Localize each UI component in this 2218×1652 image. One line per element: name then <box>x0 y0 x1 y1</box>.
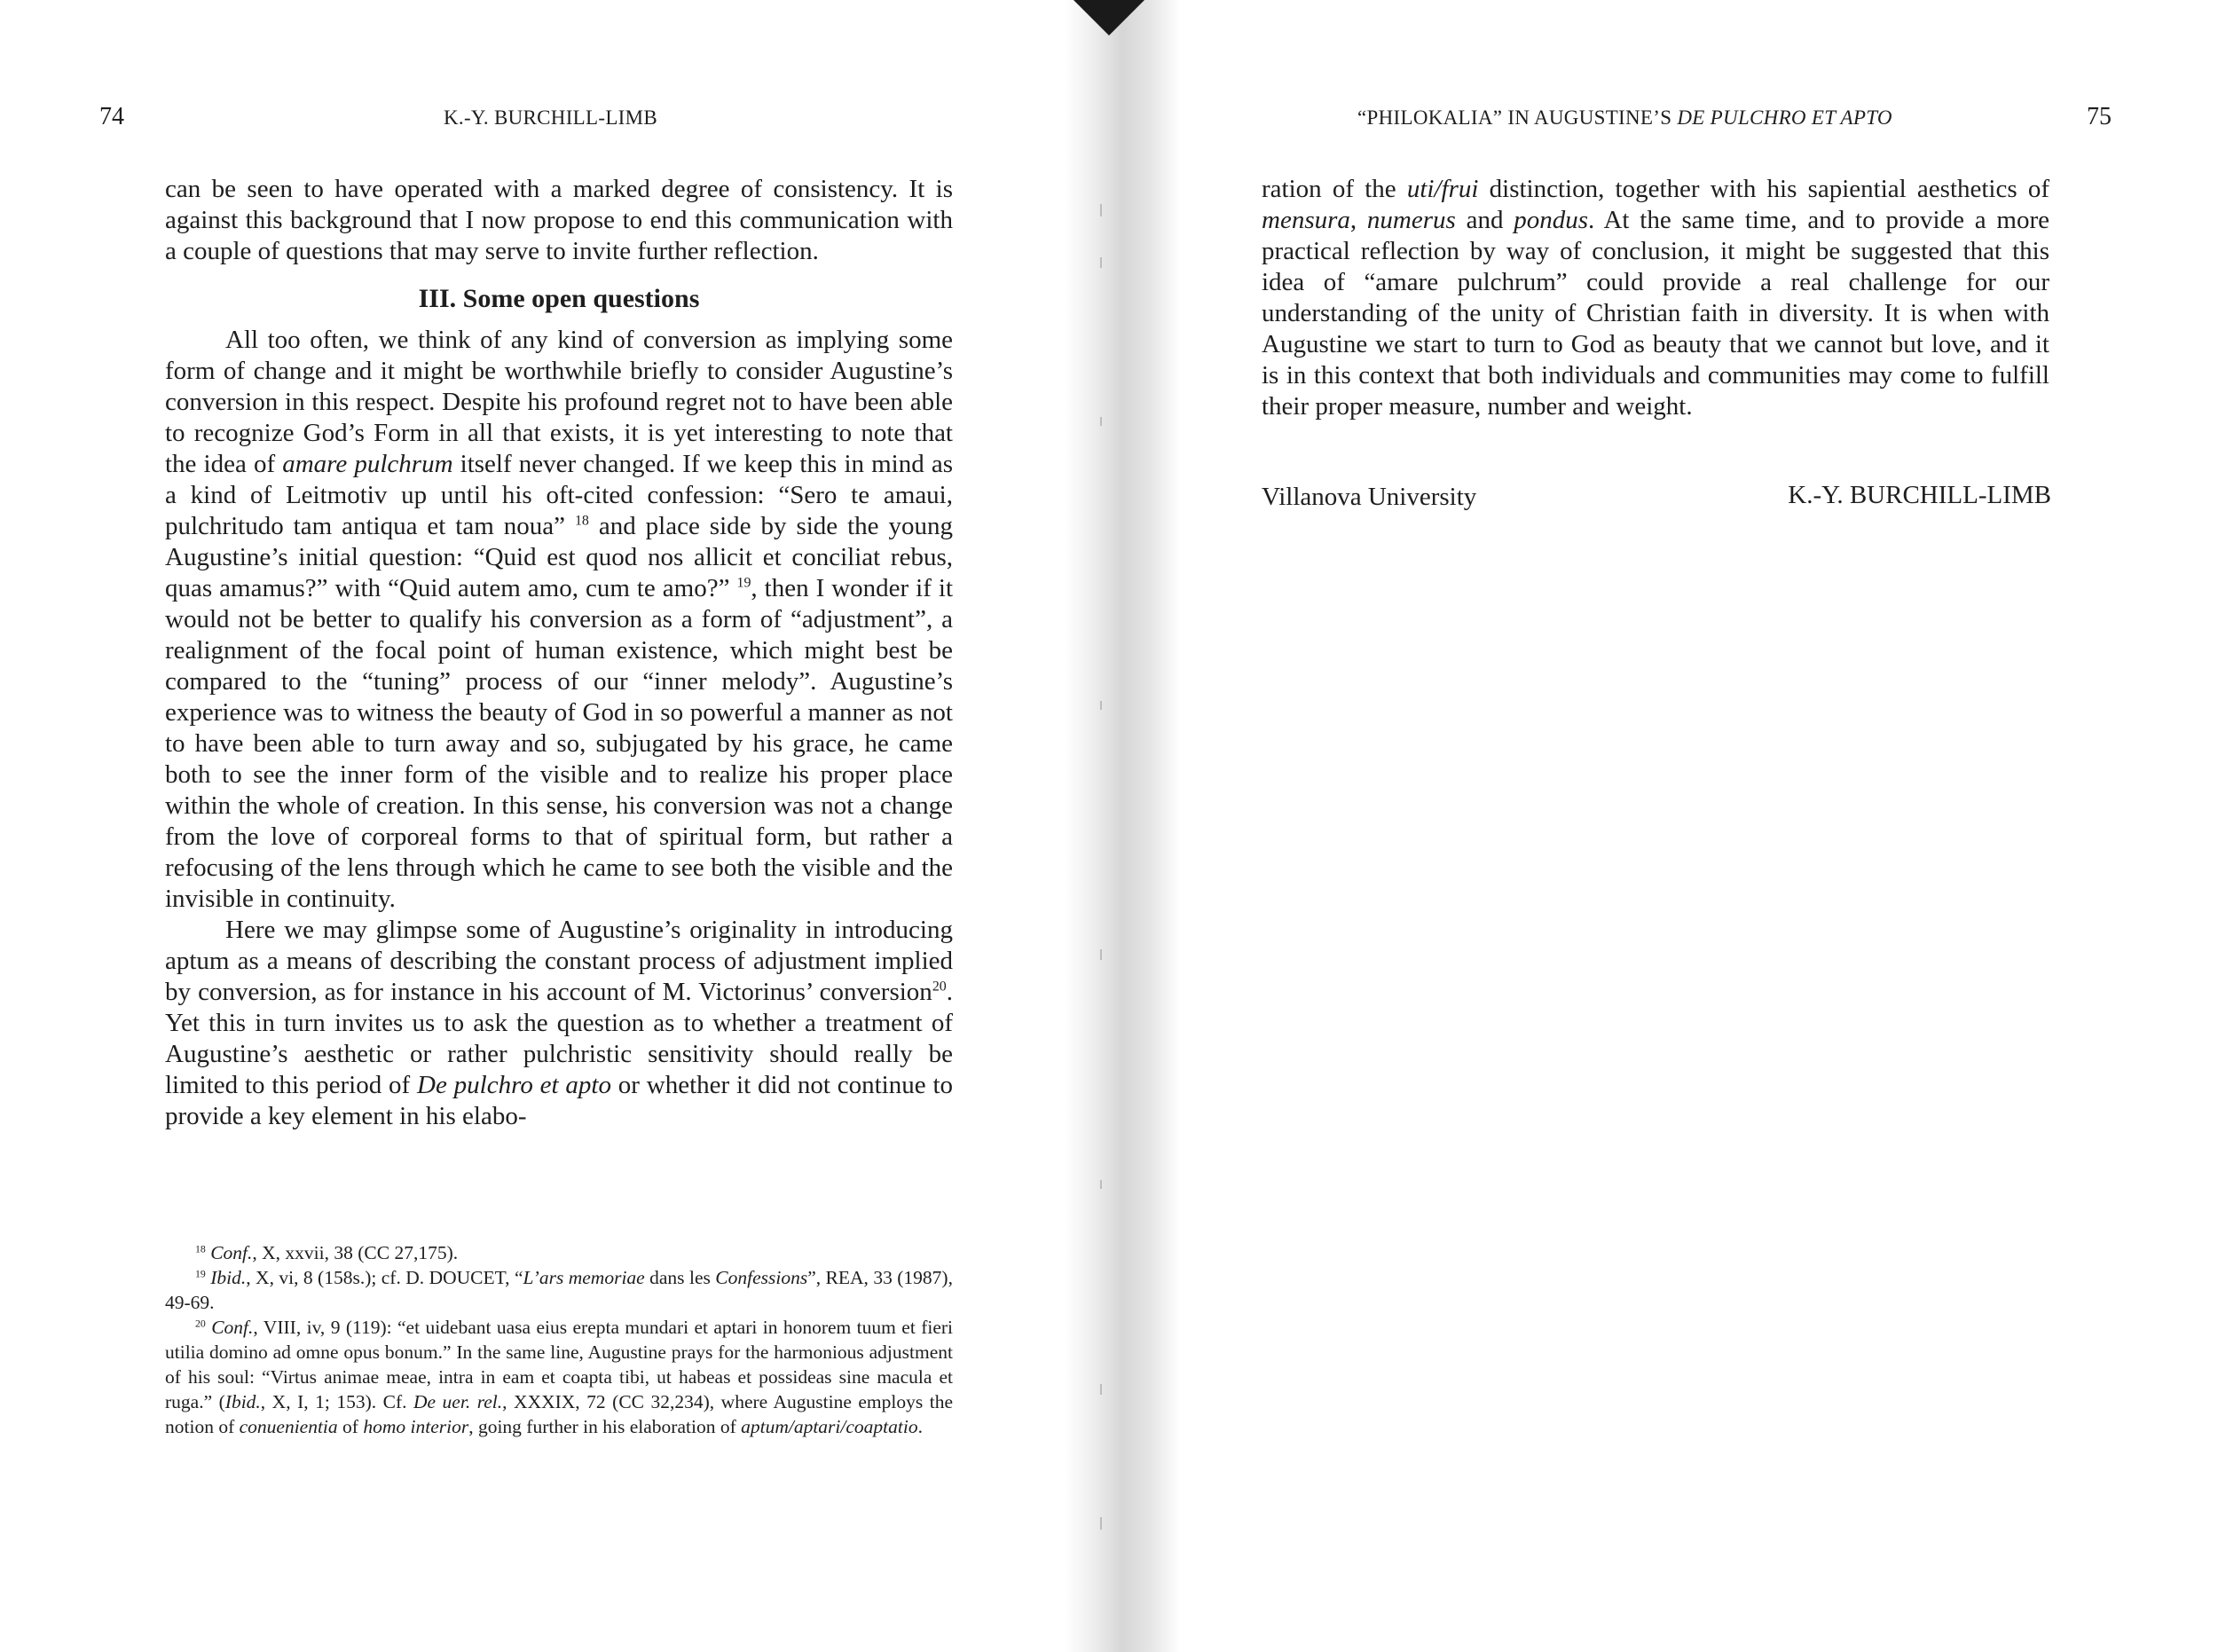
paragraph: can be seen to have operated with a marked degree of consistency. It is against this background that I now propose to end this communication with a couple of questions that may serve to invite further reflection. <box>165 175 953 265</box>
footnote-number: 20 <box>195 1317 206 1330</box>
paragraph <box>165 325 953 915</box>
text-run: , X, I, 1; 153). Cf. <box>260 1391 413 1412</box>
footnote-ref: 20 <box>932 979 947 995</box>
page-number: 75 <box>2087 103 2112 130</box>
running-head: K.-Y. BURCHILL-LIMB <box>444 106 658 129</box>
italic-phrase: amare pulchrum <box>282 450 453 478</box>
text-run: “PHILOKALIA” IN AUGUSTINE’S <box>1357 106 1678 129</box>
text-run: ”, REA, 33 (1987), 49-69. <box>165 1267 953 1313</box>
text-run: ration of the <box>1262 175 1407 203</box>
section-heading: III. Some open questions <box>418 284 700 313</box>
text-run: itself never changed. If we keep this in mind as a kind of Leitmotiv up until his oft-cited confession: “Sero te amaui, pulchritudo tam antiqua et tam noua” <box>165 450 953 540</box>
text-run: , X, vi, 8 (158s.); cf. D. DOUCET, “ <box>246 1267 523 1288</box>
text-run: distinction, together with his sapiential aesthetics of <box>1478 175 2050 203</box>
book-gutter <box>1065 0 1180 1652</box>
paragraph <box>1262 174 2049 422</box>
text-run: . At the same time, and to provide a more practical reflection by way of conclusion, it might be suggested that this idea of “amare pulchrum” could provide a real challenge for our understanding of the unity of Christian faith in diversity. It is when with Augustine we start to turn to God as beauty that we cannot but love, and it is in this context that both individuals and communities may come to fulfill their proper measure, number and weight. <box>1262 206 2049 421</box>
text-run: , X, xxvii, 38 (CC 27,175). <box>252 1242 459 1263</box>
italic-phrase: Conf. <box>210 1242 253 1263</box>
running-head <box>1357 106 1892 130</box>
footnote-number: 19 <box>195 1267 206 1280</box>
italic-title: DE PULCHRO ET APTO <box>1677 106 1892 129</box>
italic-phrase: numerus <box>1366 206 1456 234</box>
italic-phrase: Confessions <box>715 1267 808 1288</box>
footnote-ref: 18 <box>574 513 589 529</box>
text-run: or whether it did not continue to provide a key element in his elabo- <box>165 1071 953 1130</box>
italic-phrase: conuenientia <box>239 1416 338 1437</box>
text-run: . <box>917 1416 923 1437</box>
italic-phrase: Ibid. <box>224 1391 261 1412</box>
italic-phrase: pondus <box>1514 206 1589 234</box>
footnotes <box>165 1240 953 1439</box>
left-page <box>0 0 1056 1652</box>
italic-phrase: aptum/aptari/coaptatio <box>741 1416 918 1437</box>
text-run: All too often, we think of any kind of conversion as implying some form of change and it might be worthwhile briefly to consider Augustine’s conversion in this respect. Despite his profound regret not to have been able to recognize God’s Form in all that exists, it is yet interesting to note that the idea of <box>165 326 953 478</box>
paragraph <box>165 915 953 1132</box>
text-run: Here we may glimpse some of Augustine’s originality in introducing aptum as a means of describing the constant process of adjustment implied by conversion, as for instance in his account of M. Victorinus’ conversion <box>165 916 953 1006</box>
affiliation: Villanova University <box>1262 483 1477 511</box>
italic-phrase: homo interior <box>363 1416 469 1437</box>
right-page <box>1180 0 2218 1652</box>
footnote-number: 18 <box>195 1242 206 1255</box>
page-number: 74 <box>99 103 124 130</box>
text-run: . Yet this in turn invites us to ask the question as to whether a treatment of Augustine’s aesthetic or rather pulchristic sensitivity should really be limited to this period of <box>165 978 953 1099</box>
footnote-ref: 19 <box>736 575 751 591</box>
text-run: dans les <box>644 1267 716 1288</box>
italic-title: De pulchro et apto <box>417 1071 611 1099</box>
text-run: , VIII, iv, 9 (119): “et uidebant uasa eius erepta mundari et aptari in honorem tuum et fieri utilia domino ad omne opus bonum.” In the same line, Augustine prays for the harmonious adjustment of his soul: “Virtus animae meae, intra in eam et coapta tibi, ut habeas et possideas sine macula et ruga.” ( <box>165 1317 954 1412</box>
footnote <box>165 1315 953 1439</box>
text-run: of <box>337 1416 364 1437</box>
text-run: , going further in his elaboration of <box>468 1416 742 1437</box>
footnote <box>165 1240 953 1265</box>
italic-phrase: De uer. rel. <box>413 1391 503 1412</box>
text-run: and <box>1455 206 1514 234</box>
text-run: , then I wonder if it would not be better to qualify his conversion as a form of “adjustment”, a realignment of the focal point of human existence, which might best be compared to the “tuning” process of our “inner melody”. Augustine’s experience was to witness the beauty of God in so powerful a manner as not to have been able to turn away and so, subjugated by his grace, he came both to see the inner form of the visible and to realize his proper place within the whole of creation. In this sense, his conversion was not a change from the love of corporeal forms to that of spiritual form, but rather a refocusing of the lens through which he came to see both the visible and the invisible in continuity. <box>165 574 953 913</box>
body-text <box>165 174 953 1132</box>
text-run: , XXXIX, 72 (CC 32,234), where Augustine employs the notion of <box>165 1391 954 1437</box>
text-run: and place side by side the young Augustine’s initial question: “Quid est quod nos allicit et conciliat rebus, quas amamus?” with “Quid autem amo, cum te amo?” <box>165 512 953 602</box>
author-signature: K.-Y. BURCHILL-LIMB <box>1788 481 2051 509</box>
text-run: , <box>1349 206 1367 234</box>
footnote <box>165 1265 953 1315</box>
italic-phrase: Ibid. <box>210 1267 247 1288</box>
italic-phrase: mensura <box>1262 206 1350 234</box>
italic-phrase: uti/frui <box>1406 175 1479 203</box>
body-text <box>1262 174 2049 422</box>
italic-phrase: L’ars memoriae <box>523 1267 645 1288</box>
italic-phrase: Conf. <box>211 1317 254 1338</box>
